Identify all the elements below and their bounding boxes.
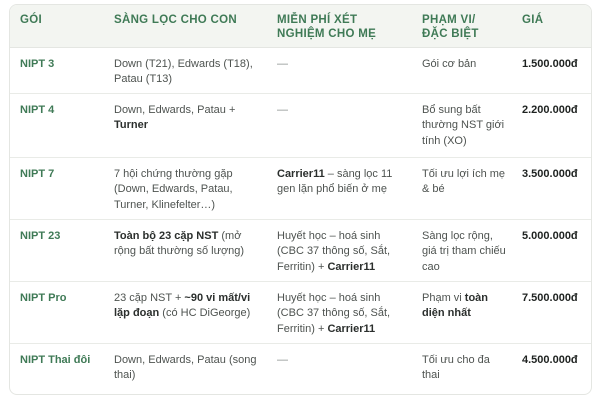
header-screening: SÀNG LỌC CHO CON xyxy=(104,5,267,47)
header-scope-line1: PHẠM VI/ xyxy=(422,14,476,26)
table-row xyxy=(10,219,591,281)
pricing-table-card xyxy=(9,4,592,395)
screening-cell: Down, Edwards, Patau (song thai) xyxy=(114,353,257,381)
package-name: NIPT 3 xyxy=(10,47,104,93)
screening-bold: ~90 vi mất/vi lặp đoạn xyxy=(114,291,251,319)
table-row xyxy=(10,343,591,393)
package-name: NIPT Thai đôi xyxy=(20,353,91,366)
nipt-pricing-table xyxy=(10,5,591,393)
free-test-cell: — xyxy=(267,93,412,157)
scope-bold: toàn diện nhất xyxy=(422,291,489,319)
free-test-text: Huyết học – hoá sinh (CBC 37 thông số, Sắt, Ferritin) + xyxy=(277,229,391,273)
screening-cell: 7 hội chứng thường gặp (Down, Edwards, Patau, Turner, Klinefelter…) xyxy=(104,157,267,219)
screening-cell: Down (T21), Edwards (T18), Patau (T13) xyxy=(104,47,267,93)
table-row xyxy=(10,281,591,343)
header-price: GIÁ xyxy=(512,5,591,47)
free-test-bold: Carrier11 xyxy=(327,322,376,335)
package-name: NIPT 23 xyxy=(10,219,104,281)
price-cell: 3.500.000đ xyxy=(512,157,591,219)
header-free-test-line1: MIỄN PHÍ XÉT xyxy=(277,14,358,26)
free-test-text: – sàng lọc 11 gen lặn phổ biến ở mẹ xyxy=(277,167,393,195)
scope-cell xyxy=(412,281,512,343)
header-scope xyxy=(412,5,512,47)
free-test-cell xyxy=(267,219,412,281)
table-header-row xyxy=(10,5,591,47)
screening-cell xyxy=(104,93,267,157)
scope-cell: Sàng lọc rộng, giá trị tham chiếu cao xyxy=(412,219,512,281)
price-cell: 7.500.000đ xyxy=(512,281,591,343)
free-test-text: Huyết học – hoá sinh (CBC 37 thông số, Sắt, Ferritin) + xyxy=(277,291,391,335)
scope-cell: Tối ưu lợi ích mẹ & bé xyxy=(412,157,512,219)
header-free-test-line2: NGHIỆM CHO MẸ xyxy=(277,28,377,40)
screening-cell xyxy=(104,281,267,343)
free-test-cell: — xyxy=(277,353,288,366)
screening-text: Down, Edwards, Patau + xyxy=(114,103,236,116)
header-scope-line2: ĐẶC BIỆT xyxy=(422,28,479,40)
price-cell: 2.200.000đ xyxy=(512,93,591,157)
screening-bold: Turner xyxy=(114,119,149,131)
price-cell: 5.000.000đ xyxy=(512,219,591,281)
scope-cell: Gói cơ bản xyxy=(412,47,512,93)
free-test-cell: — xyxy=(267,47,412,93)
package-name: NIPT 4 xyxy=(10,93,104,157)
screening-text-2: (có HC DiGeorge) xyxy=(159,307,251,319)
package-name: NIPT 7 xyxy=(10,157,104,219)
table-row xyxy=(10,47,591,93)
package-name: NIPT Pro xyxy=(10,281,104,343)
free-test-cell xyxy=(267,157,412,219)
free-test-cell xyxy=(267,281,412,343)
header-free-test xyxy=(267,5,412,47)
screening-text: (mở rộng bất thường số lượng) xyxy=(114,229,245,257)
scope-cell: Tối ưu cho đa thai xyxy=(422,353,490,381)
free-test-bold: Carrier11 xyxy=(327,260,376,273)
header-package: GÓI xyxy=(10,5,104,47)
price-cell: 1.500.000đ xyxy=(512,47,591,93)
screening-text: 23 cặp NST + xyxy=(114,291,185,304)
scope-text: Phạm vi xyxy=(422,291,465,304)
screening-bold: Toàn bộ 23 cặp NST xyxy=(114,229,219,242)
table-row xyxy=(10,157,591,219)
scope-cell: Bổ sung bất thường NST giới tính (XO) xyxy=(412,93,512,157)
screening-cell xyxy=(104,219,267,281)
table-row xyxy=(10,93,591,157)
free-test-bold: Carrier11 xyxy=(277,167,325,180)
price-cell: 4.500.000đ xyxy=(522,353,578,366)
